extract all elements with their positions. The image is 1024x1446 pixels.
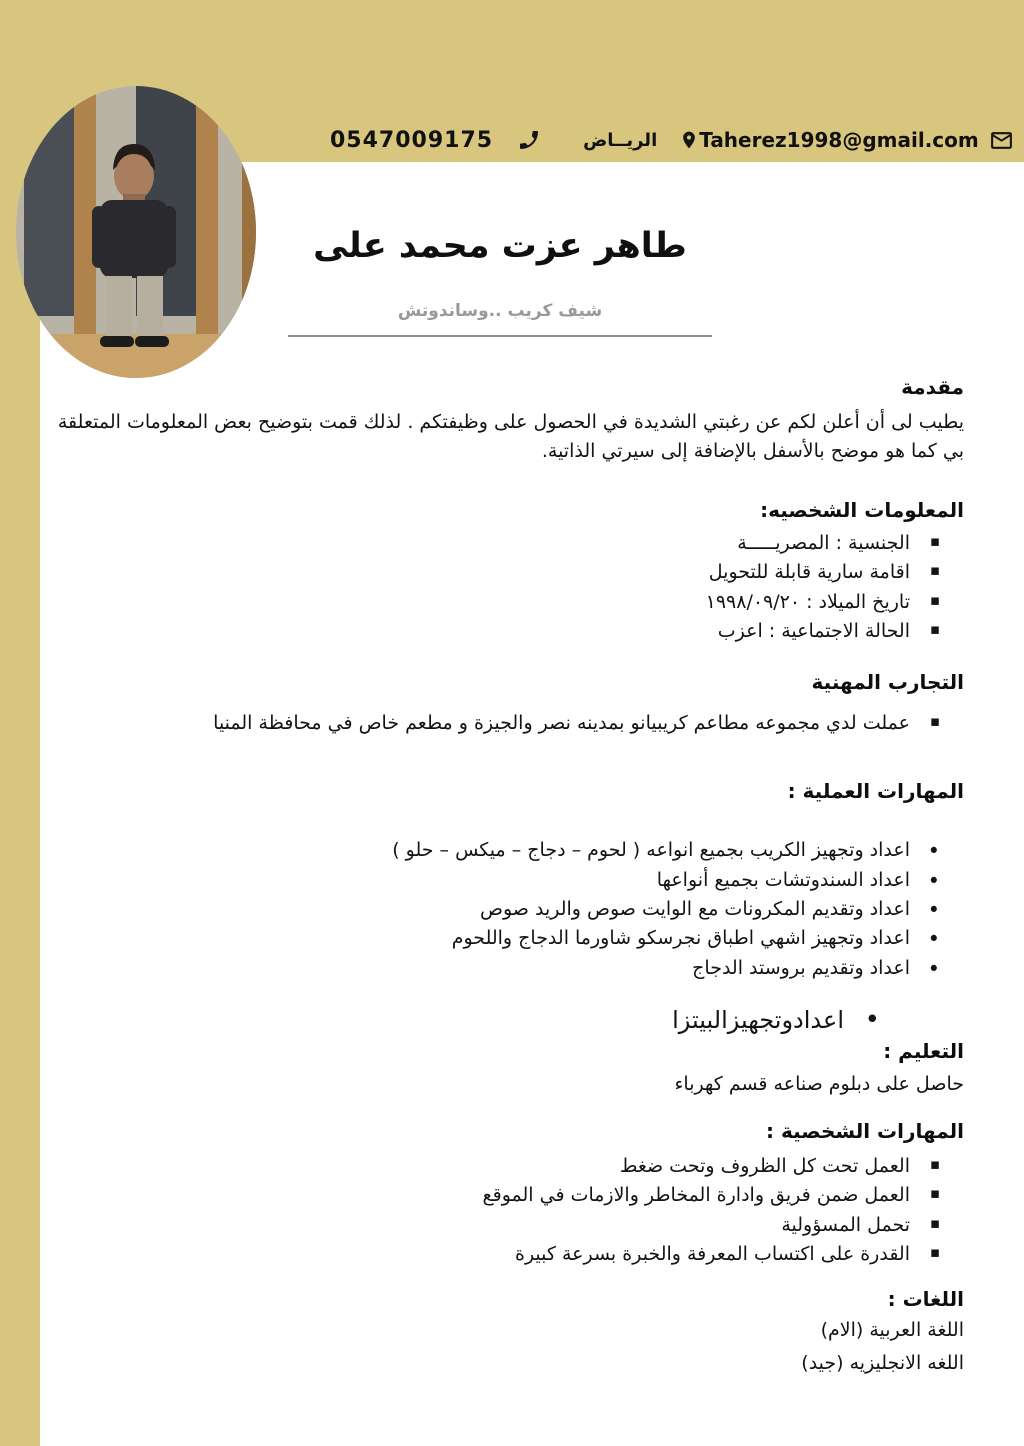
profile-photo-illustration <box>16 86 256 378</box>
list-item: ▪ الجنسية : المصريـــــة <box>56 529 940 558</box>
section-heading-education: التعليم : <box>883 1039 964 1064</box>
section-heading-intro: مقدمة <box>901 375 964 399</box>
list-item: ▪ اقامة سارية قابلة للتحويل <box>56 558 940 587</box>
experience-list <box>56 709 964 738</box>
personal-info-list <box>56 529 964 647</box>
list-item: • اعداد السندوتشات بجميع أنواعها <box>56 866 940 895</box>
list-item: ▪ العمل ضمن فريق وادارة المخاطر والازمات في الموقع <box>56 1181 940 1210</box>
list-item: ▪ القدرة على اكتساب المعرفة والخبرة بسرعة كبيرة <box>56 1240 940 1269</box>
email-address: Taherez1998@gmail.com <box>699 128 979 152</box>
job-title: شيف كريب ..وساندوتش <box>397 301 603 321</box>
highlight-skill: • اعدادوتجهيزالبيتزا <box>56 1005 964 1036</box>
list-item: • اعداد وتقديم المكرونات مع الوايت صوص والريد صوص <box>56 895 940 924</box>
list-item: • اعداد وتجهيز اشهي اطباق نجرسكو شاورما الدجاج واللحوم <box>56 924 940 953</box>
identity-block <box>288 225 712 337</box>
list-item: ▪ الحالة الاجتماعية : اعزب <box>56 617 940 646</box>
list-item: ▪ العمل تحت كل الظروف وتحت ضغط <box>56 1152 940 1181</box>
list-item: • اعداد وتجهيز الكريب بجميع انواعه ( لحوم – دجاج – ميكس – حلو ) <box>56 836 940 865</box>
list-item: ▪ تحمل المسؤولية <box>56 1211 940 1240</box>
phone-icon <box>517 128 541 152</box>
section-heading-work-skills: المهارات العملية : <box>787 779 964 804</box>
language-line: اللغة العربية (الام) <box>820 1318 964 1341</box>
list-item: • اعداد وتقديم بروستد الدجاج <box>56 954 940 983</box>
personal-skills-list <box>56 1152 964 1270</box>
section-heading-personal-skills: المهارات الشخصية : <box>765 1118 964 1143</box>
list-item: ▪ تاريخ الميلاد : ١٩٩٨/٠٩/٢٠ <box>56 588 940 617</box>
section-heading-languages: اللغات : <box>887 1286 964 1311</box>
work-skills-list <box>56 836 964 983</box>
section-heading-personal-info: المعلومات الشخصيه: <box>760 497 964 522</box>
section-heading-experience: التجارب المهنية <box>811 669 964 694</box>
profile-photo <box>16 86 256 378</box>
language-line: اللغه الانجليزيه (جيد) <box>801 1352 964 1375</box>
contact-bar <box>330 124 986 156</box>
location-pin-icon <box>679 130 699 150</box>
title-divider <box>288 335 712 337</box>
education-line: حاصل على دبلوم صناعه قسم كهرباء <box>674 1073 964 1096</box>
list-item: ▪ عملت لدي مجموعه مطاعم كريبيانو بمدينه نصر والجيزة و مطعم خاص في محافظة المنيا <box>56 709 940 738</box>
intro-paragraph: يطيب لى أن أعلن لكم عن رغبتي الشديدة في الحصول على وظيفتكم . لذلك قمت بتوضيح بعض المعلومات المتعلقة بي كما هو موضح بالأسفل بالإضافة إلى سيرتي الذاتية. <box>57 411 964 463</box>
resume-body <box>56 362 964 1379</box>
phone-number: 0547009175 <box>330 127 494 153</box>
envelope-icon <box>989 128 1014 153</box>
candidate-name: طاهر عزت محمد على <box>313 226 687 266</box>
city-label: الريــاض <box>583 129 658 151</box>
